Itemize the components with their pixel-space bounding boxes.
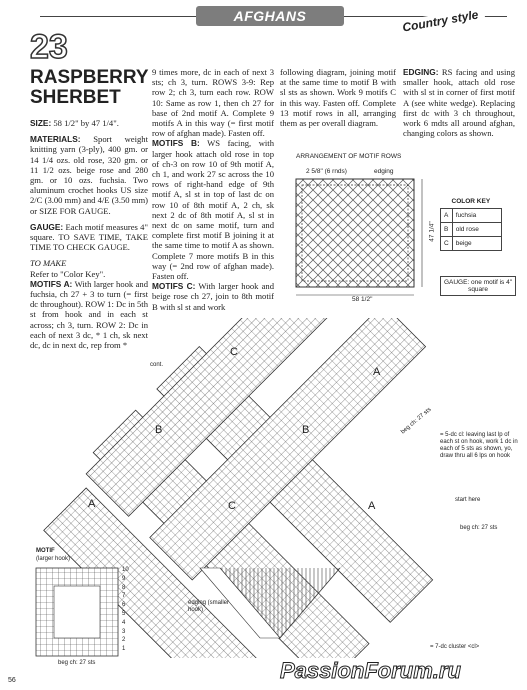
motif-beg-ch-label: beg ch: 27 sts <box>58 660 96 666</box>
gauge-box: GAUGE: one motif is 4" square <box>440 276 516 296</box>
arrangement-bottom-dim: 58 1/2" <box>352 296 373 303</box>
materials-label: MATERIALS: <box>30 134 81 145</box>
color-key-title: COLOR KEY <box>451 198 491 205</box>
color-key-letter: A <box>441 209 453 223</box>
instructions-col-2 <box>152 67 274 312</box>
to-make-heading: TO MAKE <box>30 258 67 269</box>
color-key-letter: B <box>441 223 453 237</box>
size-text: 58 1/2" by 47 1/4". <box>53 118 119 128</box>
beg-ch-label-top: beg ch: 27 sts <box>400 406 433 436</box>
motif-c-text: With larger hook and beige rose ch 27, join to 8th motif B with sl st and work <box>152 281 275 312</box>
motif-c-label: MOTIFS C: <box>152 281 196 292</box>
gauge-text: Each motif measures 4" square. TO SAVE TIME, TAKE TIME TO CHECK GAUGE. <box>30 221 148 253</box>
color-key-row <box>441 223 502 237</box>
edging-text: RS facing and using smaller hook, attach old rose with sl st in corner of first motif A (see white wedge). Replacing first dc with 3 ch throughout, work 6 mdts all around afghan, changing colors as shown. <box>403 67 515 139</box>
motif-a-text: With larger hook and fuchsia, ch 27 + 3 to turn (= first dc throughout). ROW 1: Dc in 5th st from hook and in each st across; ch 3, turn. ROW 2: Dc in each of next 3 dc, * 1 ch, sk next dc, dc in next dc, rep from * <box>30 278 149 351</box>
row-number: 5 <box>122 610 126 617</box>
col3-text: following diagram, joining motif at the same time to motif B with sl sts as shown. Work 9 motifs C in this way. Fasten off. Complete 13 motif rows in all, arranging them as per overall diagram. <box>280 67 396 129</box>
color-key-name: fuchsia <box>452 209 501 223</box>
edging-label: EDGING: <box>403 67 439 77</box>
label-a-top-right: A <box>373 366 381 378</box>
gauge-label: GAUGE: <box>30 221 64 232</box>
motif-row-numbers <box>122 566 129 654</box>
pattern-number: 23 <box>30 28 68 66</box>
materials-text: Sport weight knitting yarn (3-ply), 400 gm. or 14 1/4 ozs. old rose, 320 gm. or 11 1/2 ozs. beige rose and 280 gm. or 10 ozs. fuchsia. Two aluminum crochet hooks US size 2/C (3.00 mm) and 4/E (3.50 mm) or SIZE FOR GAUGE. <box>30 134 148 216</box>
cont-label: cont. <box>150 362 164 368</box>
motif-b-label: MOTIFS B: <box>152 138 200 149</box>
row-number: 1 <box>122 646 126 653</box>
title-line-1: RASPBERRY <box>30 67 149 88</box>
motif-chart-title: MOTIF <box>36 548 55 554</box>
row-number: 6 <box>122 602 126 609</box>
label-c-bottom: C <box>228 500 236 512</box>
label-a-right: A <box>368 500 376 512</box>
beg-ch-label-right: beg ch: 27 sts <box>460 525 498 531</box>
start-here-label: start here <box>455 497 481 503</box>
refer-text: Refer to "Color Key". <box>30 268 106 279</box>
arrangement-edging-label: edging <box>374 168 394 175</box>
motif-chart-subtitle: (larger hook) <box>36 556 71 562</box>
label-b-left: B <box>155 424 163 436</box>
color-key <box>440 195 502 251</box>
color-key-letter: C <box>441 237 453 251</box>
color-key-row <box>441 209 502 223</box>
arrangement-diagram <box>288 175 433 305</box>
arrangement-side-dim: 47 1/4" <box>428 221 436 242</box>
row-number: 2 <box>122 637 126 644</box>
row-number: 9 <box>122 575 126 582</box>
row-number: 7 <box>122 593 126 600</box>
instructions-col-4 <box>403 67 515 138</box>
arrangement-top-dim: 2 5/8" (6 rnds) <box>306 168 347 175</box>
edging-diagram-label: edging (smaller hook) <box>188 600 230 613</box>
size-label: SIZE: <box>30 118 52 128</box>
label-a-left: A <box>88 498 96 510</box>
seven-dc-note: = 7-dc cluster <cl> <box>430 644 480 650</box>
motif-chart <box>34 566 120 658</box>
color-key-row <box>441 237 502 251</box>
tagline: Country style <box>395 6 485 35</box>
watermark: PassionForum.ru <box>280 658 461 683</box>
motif-b-text: WS facing, with larger hook attach old rose in top of ch-3 on row 10 of 9th motif A, ch 1, and work 27 sc across the 10 rows of right-hand edge of 9th motif A, sl st in top of last dc on row 10 of 8th motif A, 2 ch, sk next 2 dc of 8th motif A, sl st in next dc on same motif, turn and complete first motif B joining it at the same time to motif A as shown. Complete 7 more motifs B in this way (= 2nd row of afghan made). Fasten off. <box>152 138 274 282</box>
page-number: 56 <box>8 677 16 684</box>
color-key-name: old rose <box>452 223 501 237</box>
arrangement-title: ARRANGEMENT OF MOTIF ROWS <box>296 153 402 160</box>
instructions-col-3 <box>280 67 396 128</box>
instructions-col-1 <box>30 118 148 350</box>
five-dc-note: = 5-dc cl: leaving last lp of each st on hook, work 1 dc in each of 5 sts as shown, yo, draw thru all 6 lps on hook <box>440 432 518 459</box>
color-key-name: beige <box>452 237 501 251</box>
motif-a-label: MOTIFS A: <box>30 278 73 289</box>
section-banner: AFGHANS <box>196 6 344 26</box>
row-number: 8 <box>122 584 126 591</box>
row-number: 3 <box>122 628 126 635</box>
row-number: 4 <box>122 619 126 626</box>
row-number: 10 <box>122 567 129 573</box>
col2-text-1: 9 times more, dc in each of next 3 sts; ch 3, turn. ROWS 3-9: Rep row 2; ch 3, turn each row. ROW 10: Same as row 1, then ch 27 for base of 2nd motif A. Complete 9 motifs A in this way (= first motif row of afghan made). Fasten off. <box>152 67 274 139</box>
label-c-top: C <box>230 346 238 358</box>
pattern-title <box>30 68 149 108</box>
title-line-2: SHERBET <box>30 87 121 108</box>
label-b-right: B <box>302 424 310 436</box>
